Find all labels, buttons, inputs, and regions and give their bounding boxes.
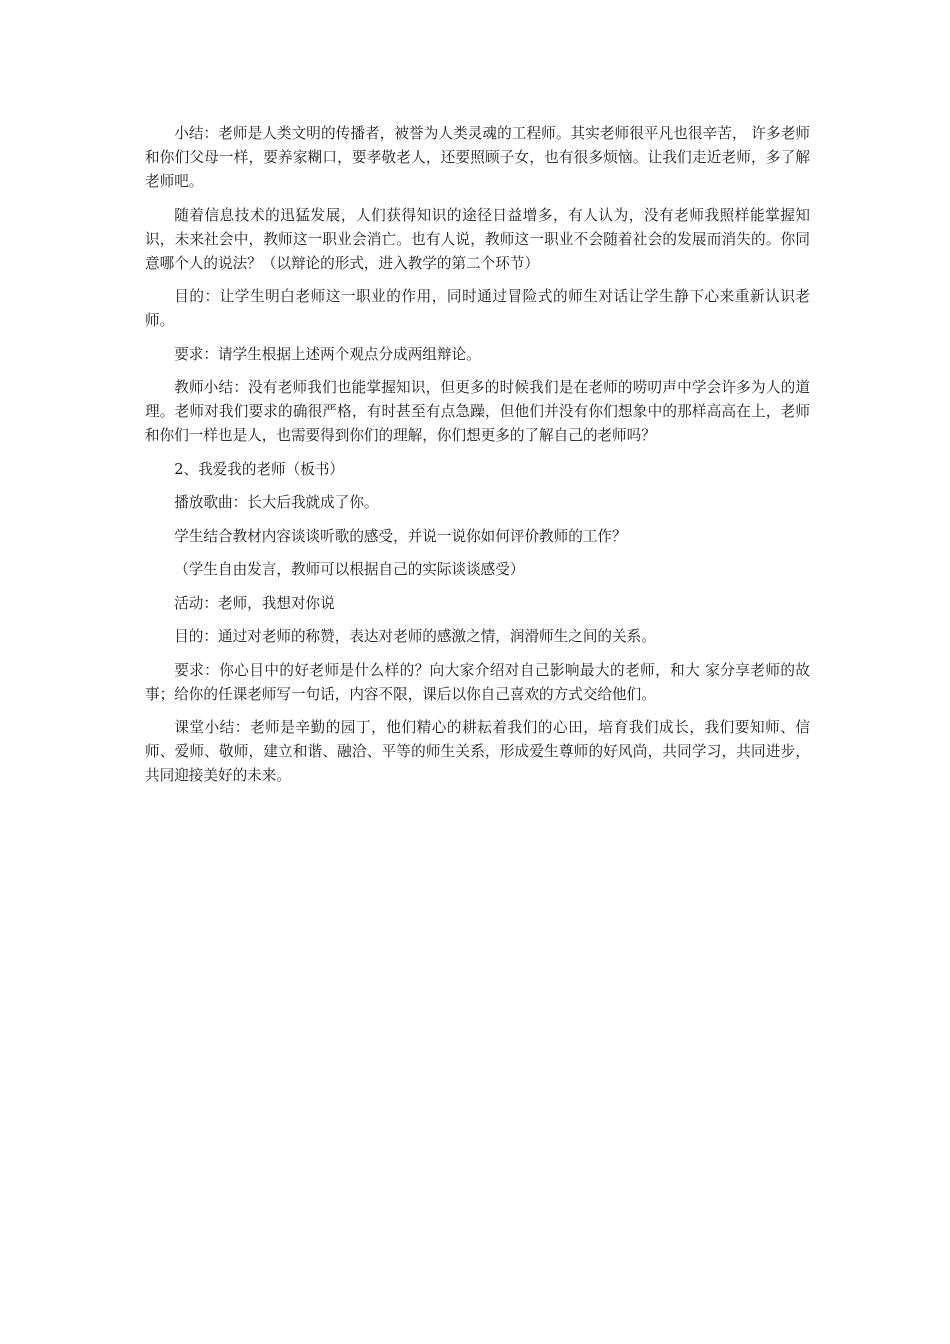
paragraph-class-summary: 课堂小结：老师是辛勤的园丁，他们精心的耕耘着我们的心田，培育我们成长，我们要知师、信师、爱师、敬师，建立和谐、融洽、平等的师生关系，形成爱生尊师的好风尚，共同学习，共同进步，共同迎接美好的未来。 [145,719,810,784]
paragraph-play-song: 播放歌曲：长大后我就成了你。 [174,494,379,511]
paragraph-activity: 活动：老师，我想对你说 [174,594,335,612]
paragraph-free-speech: （学生自由发言，教师可以根据自己的实际谈谈感受） [174,561,525,578]
paragraph-summary: 小结：老师是人类文明的传播者，被誉为人类灵魂的工程师。其实老师很平凡也很辛苦， 许多老师和你们父母一样，要养家糊口，要孝敬老人，还要照顾子女，也有很多烦恼。让我们走近老师，多了解老师吧。 [145,125,810,190]
paragraph-purpose-2: 目的：通过对老师的称赞，表达对老师的感激之情，润滑师生之间的关系。 [174,628,656,645]
document-page [145,122,810,798]
paragraph-student-discussion: 学生结合教材内容谈谈听歌的感受，并说一说你如何评价教师的工作？ [174,527,627,545]
paragraph-purpose-1: 目的：让学生明白老师这一职业的作用，同时通过冒险式的师生对话让学生静下心来重新认识老师。 [145,288,810,329]
paragraph-requirement-1: 要求：请学生根据上述两个观点分成两组辩论。 [174,345,481,363]
paragraph-section-heading: 2、我爱我的老师（板书） [174,460,345,478]
paragraph-requirement-2: 要求：你心目中的好老师是什么样的？向大家介绍对自己影响最大的老师，和大 家分享老师的故事；给你的任课老师写一句话，内容不限，课后以你自己喜欢的方式交给他们。 [145,661,810,703]
paragraph-teacher-summary: 教师小结：没有老师我们也能掌握知识，但更多的时候我们是在老师的唠叨声中学会许多为人的道理。老师对我们要求的确很严格，有时甚至有点急躁，但他们并没有你们想象中的那样高高在上，老师和你们一样也是人，也需要得到你们的理解，你们想更多的了解自己的老师吗？ [145,379,810,444]
paragraph-debate-question: 随着信息技术的迅猛发展，人们获得知识的途径日益增多，有人认为，没有老师我照样能掌握知识，未来社会中，教师这一职业会消亡。也有人说，教师这一职业不会随着社会的发展而消失的。你同意哪个人的说法？（以辩论的形式，进入教学的第二个环节） [145,206,810,272]
